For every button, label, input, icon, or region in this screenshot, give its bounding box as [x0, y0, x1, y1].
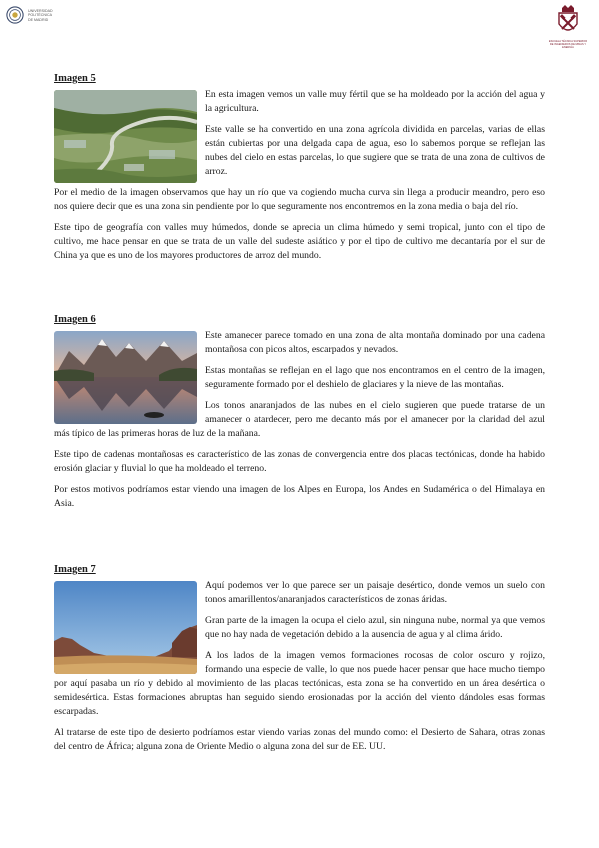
- paragraph: Los tonos anaranjados de las nubes en el cielo sugieren que puede tratarse de un amanecer o atardecer, pero me decanto más por el amanecer por la claridad del azul más típico de las primeras horas de luz de la mañana.: [54, 400, 545, 439]
- university-line: POLITÉCNICA: [28, 13, 52, 18]
- university-line: UNIVERSIDAD: [28, 9, 53, 13]
- paragraph: En esta imagen vemos un valle muy fértil que se ha moldeado por la acción del agua y la agricultura.: [205, 89, 545, 114]
- paragraph: Este tipo de cadenas montañosas es característico de las zonas de convergencia entre dos placas tectónicas, donde ha habido erosión glaciar y fluvial lo que ha moldeado el terreno.: [54, 449, 545, 474]
- desert-image: [54, 581, 197, 674]
- school-line: DE INGENIEROS DE MINAS Y ENERGÍA: [549, 43, 587, 49]
- section-imagen-6: [54, 313, 545, 518]
- section-imagen-5: [54, 72, 545, 270]
- paragraph: Gran parte de la imagen la ocupa el cielo azul, sin ninguna nube, normal ya que vemos que no hay nada de vegetación debido a la ausencia de agua y al clima árido.: [205, 615, 545, 640]
- crest-icon: [547, 4, 589, 40]
- paragraph: Este valle se ha convertido en una zona agrícola dividida en parcelas, varias de ellas están cubiertas por una delgada capa de agua, eso lo sabemos porque se reflejan las nubes del cielo en estas parcelas, lo que sugiere que se trata de una zona de cultivos de arroz.: [205, 124, 545, 177]
- paragraph: A los lados de la imagen vemos formaciones rocosas de color oscuro y rojizo, formando una especie de valle, lo que nos puede hacer pensar que hace mucho tiempo por aquí pasaba un río y debido al movimiento de las placas tectónicas, esta zona se ha convertido en un área desértica o semidesértica. Estas formaciones abruptas han seguido siendo erosionadas por la acción del viento dándoles esas formas escarpadas.: [54, 650, 545, 717]
- section-title: Imagen 7: [54, 564, 96, 575]
- university-logo: [6, 6, 72, 24]
- university-name: [28, 9, 72, 22]
- section-title: Imagen 6: [54, 314, 96, 325]
- paragraph: Por estos motivos podríamos estar viendo una imagen de los Alpes en Europa, los Andes en Sudamérica o del Himalaya en Asia.: [54, 484, 545, 509]
- school-line: ESCUELA TÉCNICA SUPERIOR: [548, 40, 588, 43]
- rice-valley-image: [54, 90, 197, 183]
- mountain-lake-image: [54, 331, 197, 424]
- university-seal-icon: [6, 6, 24, 24]
- section-title: Imagen 5: [54, 73, 96, 84]
- paragraph: Aquí podemos ver lo que parece ser un paisaje desértico, donde vemos un suelo con tonos amarillentos/anaranjados característicos de zonas áridas.: [205, 580, 545, 605]
- paragraph: Al tratarse de este tipo de desierto podríamos estar viendo varias zonas del mundo como: el Desierto de Sahara, otras zonas del centro de África; alguna zona de Oriente Medio o alguna zona del sur de EE. UU.: [54, 727, 545, 752]
- section-imagen-7: [54, 563, 545, 761]
- school-name: [547, 40, 589, 49]
- school-crest: [547, 4, 589, 50]
- paragraph: Por el medio de la imagen observamos que hay un río que va cogiendo mucha curva sin llega a producir meandro, pero eso nos quiere decir que es una zona sin pendiente por lo que seguramente nos encontremos en la zona media o baja del río.: [54, 187, 545, 212]
- paragraph: Este tipo de geografía con valles muy húmedos, donde se aprecia un clima húmedo y semi tropical, junto con el tipo de cultivo, me hace pensar en que se trata de un valle del sudeste asiático y por el tipo de cultivo me decantaría por el sur de China ya que es uno de los mayores productores de arroz del mundo.: [54, 222, 545, 261]
- paragraph: Este amanecer parece tomado en una zona de alta montaña dominado por una cadena montañosa con picos altos, escarpados y nevados.: [205, 330, 545, 355]
- university-line: DE MADRID: [28, 17, 49, 22]
- paragraph: Estas montañas se reflejan en el lago que nos encontramos en el centro de la imagen, seguramente formado por el deshielo de glaciares y la nieve de las montañas.: [205, 365, 545, 390]
